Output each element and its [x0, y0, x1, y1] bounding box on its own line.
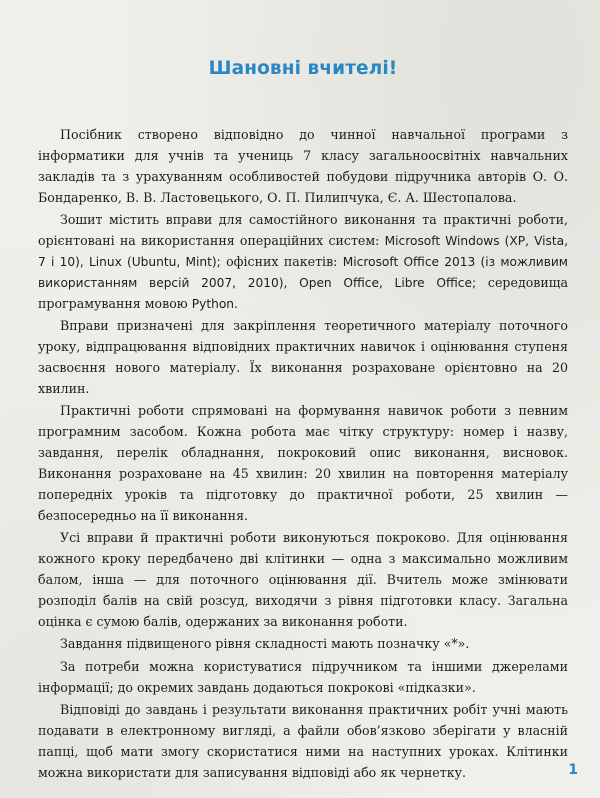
software-text-1: Зошит містить вправи для самостійного виконання та практичні роботи, орієнтовані на використання операційних систем: — [38, 212, 568, 249]
paragraph-assessment: Усі вправи й практичні роботи виконуються покроково. Для оцінювання кожного кроку передбачено дві клітинки — одна з максимально можливим балом, інша — для поточного оцінювання дії. Вчитель може змінювати розподіл балів на свій розсуд, виходячи з рівня підготовки класу. Загальна оцінка є сумою балів, одержаних за виконання роботи. — [38, 530, 568, 629]
software-language: Python. — [191, 296, 238, 311]
software-text-2: офісних пакетів: — [226, 253, 338, 269]
software-office-list: Microsoft Office 2013 (із можливим використанням версій 2007, 2010), Open Office, Libre Office; — [38, 254, 568, 290]
paragraph-answers: Відповіді до завдань і результати виконання практичних робіт учні мають подавати в електронному вигляді, а файли обов’язково зберігати у власній папці, щоб мати змогу скористатися ними на наступних уроках. Клітинки можна використати для записування відповіді або як чернетку. — [38, 701, 568, 780]
paragraph-intro: Посібник створено відповідно до чинної навчальної програми з інформатики для учнів та учениць 7 класу загальноосвітніх навчальних закладів та з урахуванням особливостей побудови підручника авторів О. О. Бондаренко, В. В. Ластовецького, О. П. Пилипчука, Є. А. Шестопалова. — [38, 127, 568, 205]
software-text-3: середовища програмування мовою — [38, 274, 568, 311]
body-text — [38, 125, 568, 784]
paragraph-difficulty: Завдання підвищеного рівня складності мають позначку «*». — [60, 636, 470, 652]
paragraph-practical-works: Практичні роботи спрямовані на формування навичок роботи з певним програмним засобом. Кожна робота має чітку структуру: номер і назву, завдання, перелік обладнання, покроковий опис виконання, висновок. Виконання розраховане на 45 хвилин: 20 хвилин на повторення матеріалу попередніх уроків та підготовку до практичної роботи, 25 хвилин — безпосередньо на її виконання. — [38, 403, 568, 523]
paragraph-exercises: Вправи призначені для закріплення теоретичного матеріалу поточного уроку, відпрацювання відповідних практичних навичок і оцінювання ступеня засвоєння нового матеріалу. Їх виконання розраховане орієнтовно на 20 хвилин. — [38, 318, 568, 396]
page-title: Шановні вчителі! — [208, 58, 398, 79]
page-number: 1 — [568, 762, 578, 778]
software-os-list: Microsoft Windows (XP, Vista, 7 і 10), Linux (Ubuntu, Mint); — [38, 234, 569, 269]
paragraph-resources: За потреби можна користуватися підручником та іншими джерелами інформації; до окремих завдань додаються покрокові «підказки». — [38, 658, 568, 695]
paragraph-software — [38, 210, 568, 315]
